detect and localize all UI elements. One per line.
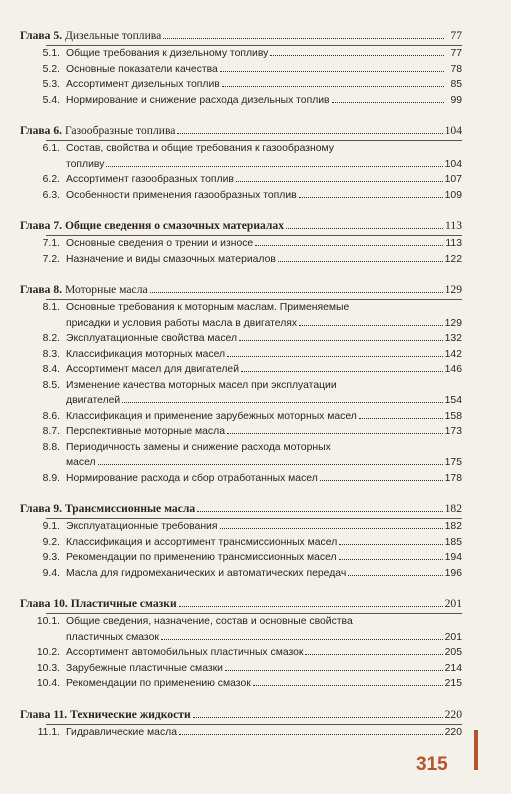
dot-leader — [255, 245, 443, 246]
section-title-cont: двигателей — [66, 395, 121, 406]
section-title: Классификация и применение зарубежных моторных масел — [66, 410, 357, 422]
dot-leader — [332, 102, 444, 103]
dot-leader — [320, 480, 443, 481]
toc-entry[interactable] — [20, 519, 462, 535]
section-number: 9.4. — [42, 567, 60, 579]
chapter-heading[interactable] — [20, 123, 462, 140]
chapter-heading[interactable] — [20, 282, 462, 299]
section-number: 8.7. — [42, 426, 60, 437]
section-page: 220 — [444, 726, 462, 738]
toc-entry[interactable] — [20, 661, 462, 677]
dot-leader — [299, 325, 443, 326]
chapter-7 — [20, 218, 462, 267]
dot-leader — [163, 38, 444, 39]
section-number: 6.3. — [42, 189, 60, 201]
chapter-page: 220 — [444, 707, 462, 721]
section-number: 8.6. — [42, 410, 60, 422]
section-number: 6.1. — [42, 143, 60, 154]
toc-entry[interactable] — [20, 141, 462, 172]
dot-leader — [286, 228, 443, 229]
chapter-page: 201 — [444, 597, 462, 610]
section-title: Нормирование расхода и сбор отработанных масел — [66, 472, 318, 484]
dot-leader — [339, 544, 442, 545]
section-number: 10.1. — [36, 616, 60, 627]
chapter-label: Глава 11. — [20, 707, 68, 721]
dot-leader — [220, 71, 444, 72]
section-page: 205 — [444, 647, 462, 658]
section-title: Эксплуатационные требования — [66, 521, 218, 532]
section-page: 142 — [444, 348, 462, 360]
section-title-cont: масел — [66, 457, 96, 468]
section-page: 215 — [444, 678, 462, 689]
dot-leader — [278, 261, 443, 262]
dot-leader — [179, 734, 443, 735]
dot-leader — [106, 166, 442, 167]
section-title: Особенности применения газообразных топлив — [66, 189, 297, 201]
section-page: 85 — [450, 79, 462, 90]
dot-leader — [299, 197, 443, 198]
toc-entry[interactable] — [20, 424, 462, 440]
chapter-page: 182 — [444, 502, 462, 515]
dot-leader — [270, 55, 444, 56]
section-number: 7.2. — [42, 253, 60, 265]
section-page: 196 — [444, 567, 462, 579]
toc-entry[interactable] — [20, 550, 462, 566]
section-page: 173 — [444, 426, 462, 437]
toc-entry[interactable] — [20, 46, 462, 62]
chapter-title: Дизельные топлива — [64, 29, 162, 42]
section-title: Эксплуатационные свойства масел — [66, 333, 238, 344]
chapter-page: 113 — [445, 219, 462, 232]
chapter-label: Глава 10. — [20, 597, 68, 610]
section-page: 132 — [444, 333, 462, 344]
chapter-title: Моторные масла — [64, 283, 148, 296]
section-title-cont: пластичных смазок — [66, 631, 159, 643]
dot-leader — [161, 639, 443, 640]
chapter-label: Глава 9. — [20, 502, 63, 515]
chapter-label: Глава 5. — [20, 29, 63, 42]
section-title: Классификация моторных масел — [66, 348, 226, 360]
section-page: 113 — [445, 238, 462, 249]
section-title: Общие сведения, назначение, состав и основные свойства — [66, 616, 353, 627]
section-page: 78 — [450, 63, 462, 75]
chapter-heading[interactable] — [20, 28, 462, 45]
section-number: 5.3. — [42, 79, 60, 90]
toc-entry[interactable] — [20, 252, 462, 268]
dot-leader — [241, 371, 443, 372]
dot-leader — [227, 433, 443, 434]
section-title-cont: топливу — [66, 158, 105, 170]
dot-leader — [179, 606, 443, 607]
section-title: Классификация и ассортимент трансмиссионных масел — [66, 536, 338, 548]
dot-leader — [197, 511, 442, 512]
section-page: 182 — [444, 521, 462, 532]
toc-entry[interactable] — [20, 347, 462, 363]
section-page: 178 — [444, 472, 462, 484]
section-number: 5.1. — [42, 48, 60, 59]
dot-leader — [222, 86, 444, 87]
chapter-heading[interactable] — [20, 218, 462, 235]
section-page: 104 — [444, 158, 462, 170]
dot-leader — [150, 292, 443, 293]
chapter-title: Технические жидкости — [70, 707, 191, 721]
toc-entry[interactable] — [20, 440, 462, 471]
section-number: 6.2. — [42, 174, 60, 185]
dot-leader — [177, 133, 442, 134]
section-page: 185 — [444, 536, 462, 548]
dot-leader — [305, 654, 442, 655]
chapter-title: Общие сведения о смазочных материалах — [64, 219, 284, 232]
chapter-page: 77 — [450, 29, 462, 42]
section-page: 109 — [444, 189, 462, 201]
section-title: Общие требования к дизельному топливу — [66, 48, 269, 59]
toc-entry[interactable] — [20, 331, 462, 347]
toc-entry[interactable] — [20, 409, 462, 425]
section-title: Основные требования к моторным маслам. Применяемые — [66, 302, 350, 313]
section-number: 10.4. — [36, 678, 60, 689]
dot-leader — [227, 356, 443, 357]
section-page: 129 — [444, 317, 462, 329]
table-of-contents — [20, 28, 462, 755]
section-title: Ассортимент автомобильных пластичных смазок — [66, 647, 304, 658]
toc-entry[interactable] — [20, 77, 462, 93]
section-number: 5.4. — [42, 94, 60, 106]
chapter-heading[interactable] — [20, 596, 462, 613]
section-title-cont: присадки и условия работы масла в двигателях — [66, 317, 298, 329]
page-number: 315 — [416, 754, 448, 775]
dot-leader — [236, 181, 443, 182]
section-page: 77 — [450, 48, 462, 59]
section-number: 9.3. — [42, 552, 60, 563]
section-page: 146 — [444, 364, 462, 375]
section-title: Нормирование и снижение расхода дизельных топлив — [66, 94, 330, 106]
section-title: Изменение качества моторных масел при эксплуатации — [66, 379, 337, 391]
section-title: Перспективные моторные масла — [66, 426, 225, 437]
dot-leader — [98, 464, 443, 465]
section-page: 99 — [450, 94, 462, 106]
chapter-6 — [20, 123, 462, 203]
dot-leader — [220, 528, 443, 529]
dot-leader — [339, 559, 443, 560]
toc-entry[interactable] — [20, 188, 462, 204]
section-title: Основные сведения о трении и износе — [66, 238, 254, 249]
section-number: 8.5. — [42, 379, 60, 391]
chapter-heading[interactable] — [20, 707, 462, 724]
section-number: 8.1. — [42, 302, 60, 313]
dot-leader — [253, 685, 443, 686]
dot-leader — [239, 340, 443, 341]
page-accent-bar — [474, 730, 478, 770]
toc-entry[interactable] — [20, 62, 462, 78]
section-title: Периодичность замены и снижение расхода моторных — [66, 441, 331, 453]
chapter-label: Глава 8. — [20, 283, 63, 296]
section-page: 158 — [444, 410, 462, 422]
section-page: 154 — [444, 395, 462, 406]
section-number: 8.9. — [42, 472, 60, 484]
section-number: 11.1. — [37, 726, 60, 738]
chapter-title: Газообразные топлива — [64, 124, 176, 137]
section-number: 10.3. — [36, 662, 60, 674]
toc-entry[interactable] — [20, 172, 462, 188]
section-number: 8.8. — [42, 441, 60, 453]
chapter-5 — [20, 28, 462, 108]
chapter-9 — [20, 501, 462, 581]
toc-entry[interactable] — [20, 614, 462, 645]
toc-entry[interactable] — [20, 300, 462, 331]
chapter-label: Глава 6. — [20, 124, 63, 137]
dot-leader — [348, 575, 442, 576]
toc-entry[interactable] — [20, 362, 462, 378]
section-number: 8.3. — [42, 348, 60, 360]
toc-entry[interactable] — [20, 93, 462, 109]
section-number: 5.2. — [42, 63, 60, 75]
dot-leader — [359, 418, 443, 419]
section-number: 8.4. — [42, 364, 60, 375]
toc-entry[interactable] — [20, 535, 462, 551]
section-title: Ассортимент дизельных топлив — [66, 79, 220, 90]
toc-entry[interactable] — [20, 236, 462, 252]
chapter-8 — [20, 282, 462, 486]
chapter-label: Глава 7. — [20, 219, 63, 232]
section-page: 214 — [444, 662, 462, 674]
toc-entry[interactable] — [20, 645, 462, 661]
dot-leader — [225, 670, 443, 671]
chapter-title: Трансмиссионные масла — [64, 502, 196, 515]
section-number: 9.1. — [42, 521, 60, 532]
chapter-10 — [20, 596, 462, 692]
section-title: Зарубежные пластичные смазки — [66, 662, 223, 674]
chapter-heading[interactable] — [20, 501, 462, 518]
toc-entry[interactable] — [20, 378, 462, 409]
toc-entry[interactable] — [20, 676, 462, 692]
section-title: Масла для гидромеханических и автоматических передач — [66, 567, 347, 579]
section-page: 201 — [444, 631, 462, 643]
section-title: Назначение и виды смазочных материалов — [66, 253, 276, 265]
section-page: 175 — [444, 457, 462, 468]
section-page: 107 — [444, 174, 462, 185]
section-title: Рекомендации по применению трансмиссионных масел — [66, 552, 337, 563]
section-title: Состав, свойства и общие требования к газообразному — [66, 143, 334, 154]
toc-entry[interactable] — [20, 566, 462, 582]
dot-leader — [193, 717, 443, 718]
toc-entry[interactable] — [20, 471, 462, 487]
toc-entry[interactable] — [20, 725, 462, 741]
chapter-title: Пластичные смазки — [70, 597, 177, 610]
chapter-page: 104 — [444, 124, 462, 137]
section-title: Рекомендации по применению смазок — [66, 678, 251, 689]
section-page: 194 — [444, 552, 462, 563]
chapter-page: 129 — [444, 283, 462, 296]
section-number: 7.1. — [42, 238, 60, 249]
section-page: 122 — [444, 253, 462, 265]
section-title: Основные показатели качества — [66, 63, 218, 75]
section-title: Гидравлические масла — [66, 726, 177, 738]
section-number: 10.2. — [36, 647, 60, 658]
section-number: 8.2. — [42, 333, 60, 344]
chapter-11 — [20, 707, 462, 741]
dot-leader — [122, 402, 442, 403]
section-title: Ассортимент масел для двигателей — [66, 364, 239, 375]
section-number: 9.2. — [42, 536, 60, 548]
section-title: Ассортимент газообразных топлив — [66, 174, 234, 185]
